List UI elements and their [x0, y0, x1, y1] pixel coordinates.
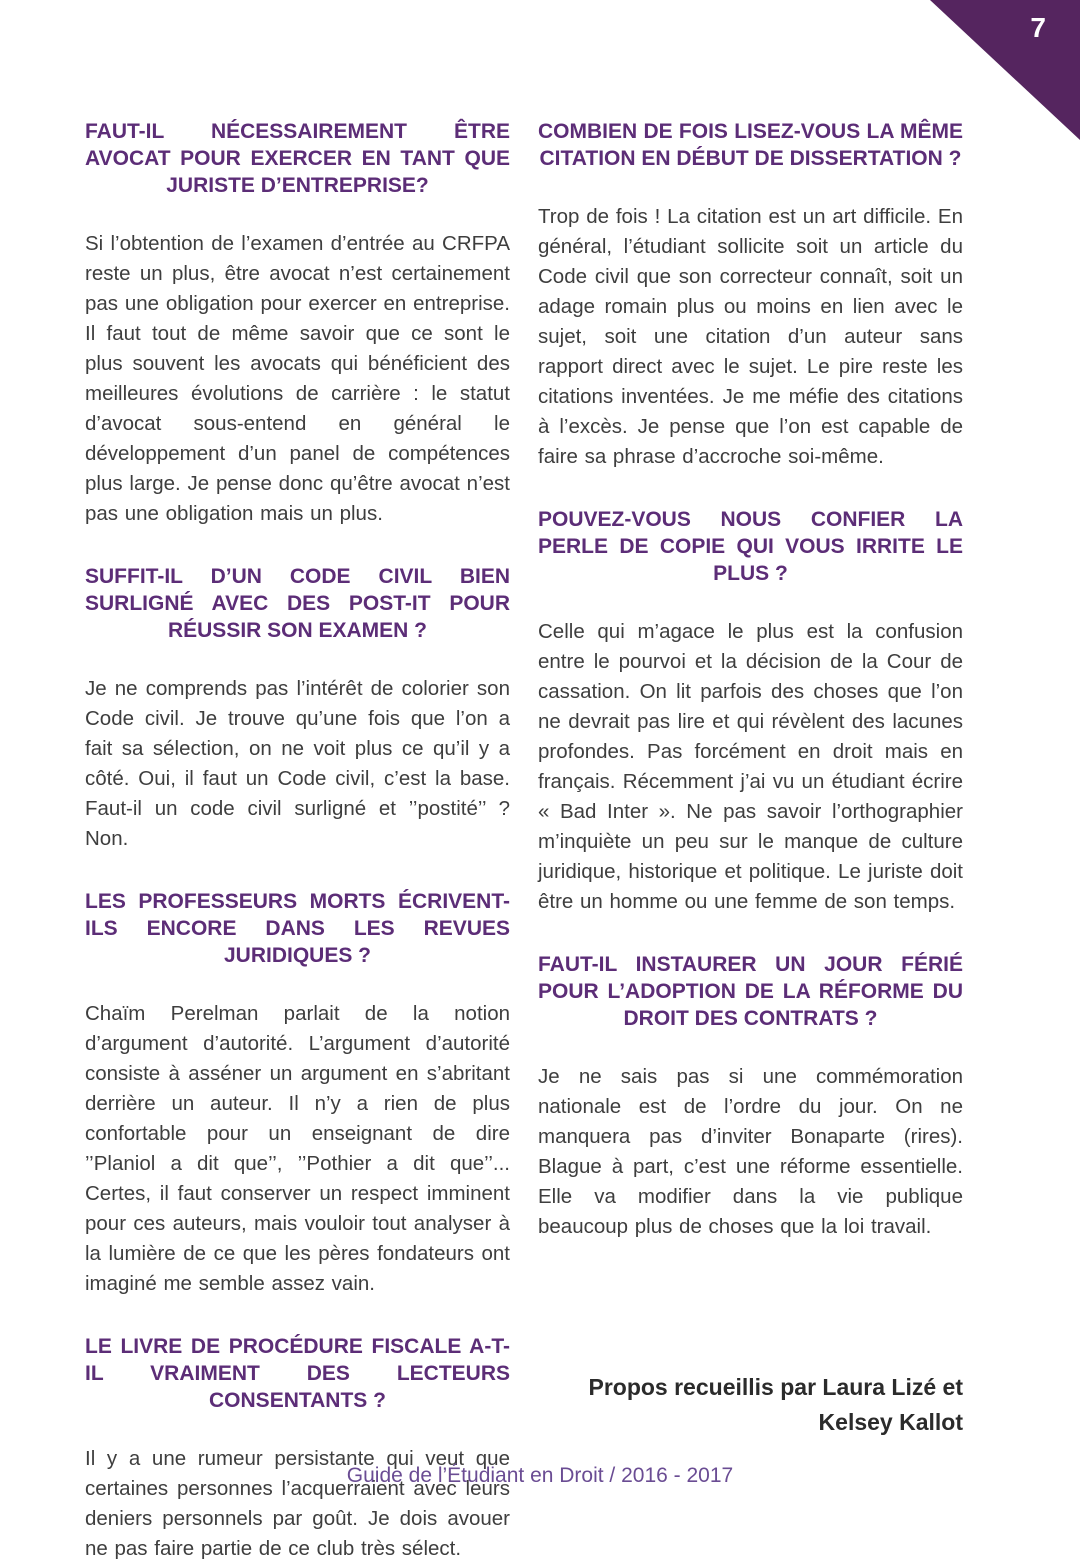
question-heading: COMBIEN DE FOIS LISEZ-VOUS LA MÊME CITATION EN DÉBUT DE DISSERTATION ?: [538, 120, 963, 170]
byline-line: Propos recueillis par Laura Lizé et: [588, 1374, 963, 1400]
question-heading: POUVEZ-VOUS NOUS CONFIER LA PERLE DE COPIE QUI VOUS IRRITE LE PLUS ?: [538, 508, 963, 585]
page-number: 7: [1030, 12, 1046, 43]
byline-line: Kelsey Kallot: [818, 1409, 963, 1435]
answer-paragraph: Je ne sais pas si une commémoration nationale est de l’ordre du jour. On ne manquera pas d’inviter Bonaparte (rires). Blague à part, c’est une réforme essentielle. Elle va modifier dans la vie publique beaucoup plus de choses que la loi travail.: [538, 1065, 963, 1238]
byline: [538, 1370, 963, 1440]
answer-paragraph: Chaïm Perelman parlait de la notion d’argument d’autorité. L’argument d’autorité consiste à asséner un argument en s’abritant derrière un auteur. Il n’y a rien de plus confortable pour un enseignant de dire ’’Planiol a dit que’’, ’’Pothier a dit que’’... Certes, il faut conserver un respect imminent pour ces auteurs, mais vouloir tout analyser à la lumière de ce que les pères fondateurs ont imaginé me semble assez vain.: [85, 1002, 510, 1295]
question-heading: SUFFIT-IL D’UN CODE CIVIL BIEN SURLIGNÉ AVEC DES POST-IT POUR RÉUSSIR SON EXAMEN ?: [85, 565, 510, 642]
answer-paragraph: Trop de fois ! La citation est un art difficile. En général, l’étudiant sollicite soit un article du Code civil que son correcteur connaît, soit un adage romain plus ou moins en lien avec le sujet, soit une citation d’un auteur sans rapport direct avec le sujet. Le pire reste les citations inventées. Je me méfie des citations à l’excès. Je pense que l’on est capable de faire sa phrase d’accroche soi-même.: [538, 205, 963, 468]
right-column: [538, 118, 963, 1564]
left-column: [85, 118, 510, 1564]
two-column-layout: [85, 118, 963, 1564]
answer-paragraph: Je ne comprends pas l’intérêt de colorier son Code civil. Je trouve qu’une fois que l’on a fait sa sélection, on ne voit plus ce qu’il y a côté. Oui, il faut un Code civil, c’est la base. Faut-il un code civil surligné et ’’postité’’ ? Non.: [85, 677, 510, 850]
question-heading: FAUT-IL INSTAURER UN JOUR FÉRIÉ POUR L’ADOPTION DE LA RÉFORME DU DROIT DES CONTRATS ?: [538, 953, 963, 1030]
answer-paragraph: Si l’obtention de l’examen d’entrée au CRFPA reste un plus, être avocat n’est certainement pas une obligation pour exercer en entreprise. Il faut tout de même savoir que ce sont le plus souvent les avocats qui bénéficient des meilleures évolutions de carrière : le statut d’avocat sous-entend en général le développement d’un panel de compétences plus large. Je pense donc qu’être avocat n’est pas une obligation mais un plus.: [85, 232, 510, 525]
footer-text: Guide de l’Étudiant en Droit / 2016 - 2017: [346, 1464, 734, 1487]
answer-paragraph: Celle qui m’agace le plus est la confusion entre le pourvoi et la décision de la Cour de cassation. On lit parfois des choses que l’on ne devrait pas lire et qui révèlent des lacunes profondes. Pas forcément en droit mais en français. Récemment j’ai vu un étudiant écrire « Bad Inter ». Ne pas savoir l’orthographier m’inquiète un peu sur le manque de culture juridique, historique et politique. Le juriste doit être un homme ou une femme de son temps.: [538, 620, 963, 913]
question-heading: LE LIVRE DE PROCÉDURE FISCALE A-T-IL VRAIMENT DES LECTEURS CONSENTANTS ?: [85, 1335, 510, 1412]
question-heading: LES PROFESSEURS MORTS ÉCRIVENT-ILS ENCORE DANS LES REVUES JURIDIQUES ?: [85, 890, 510, 967]
question-heading: FAUT-IL NÉCESSAIREMENT ÊTRE AVOCAT POUR EXERCER EN TANT QUE JURISTE D’ENTREPRISE?: [85, 120, 510, 197]
answer-paragraph: Il y a une rumeur persistante qui veut que certaines personnes l’acquerraient avec leurs deniers personnels par goût. Je dois avouer ne pas faire partie de ce club très sélect.: [85, 1447, 510, 1560]
